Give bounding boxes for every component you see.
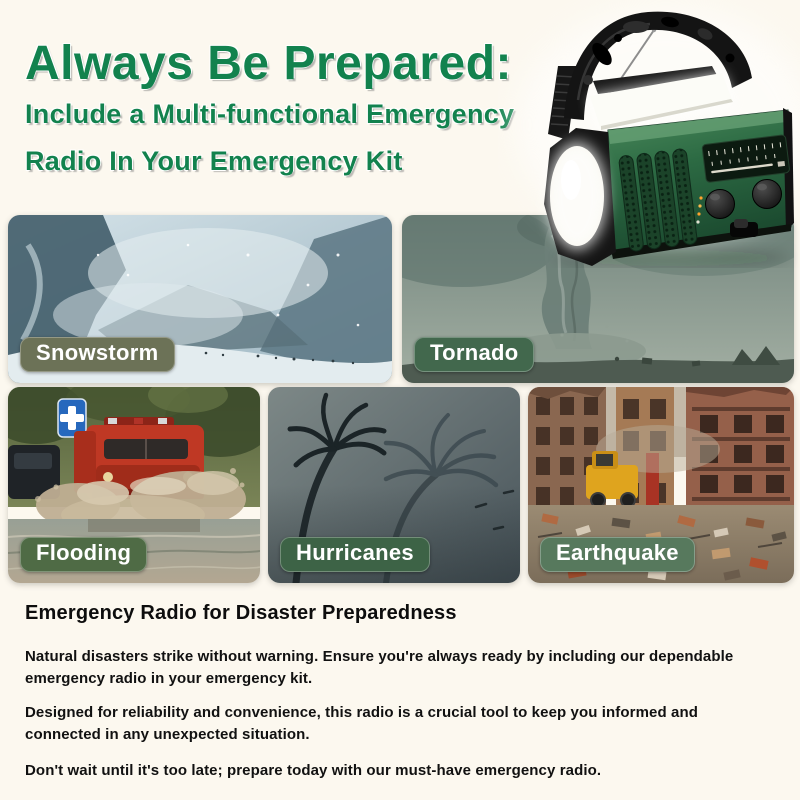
headline: Always Be Prepared:	[25, 37, 513, 90]
description-paragraph-1: Natural disasters strike without warning. Ensure you're always ready by including our dependable emergency radio in your emergency kit.	[25, 648, 734, 687]
disaster-label-tornado: Tornado	[414, 337, 534, 372]
disaster-label-earthquake: Earthquake	[540, 537, 695, 572]
description-paragraph-3: Don't wait until it's too late; prepare today with our must-have emergency radio.	[25, 762, 602, 779]
tuning-knob	[706, 190, 735, 219]
section-heading: Emergency Radio for Disaster Preparedness	[25, 602, 457, 624]
disaster-card-hurricanes	[268, 387, 520, 583]
volume-knob	[753, 180, 782, 209]
subheadline-line-1: Include a Multi-functional Emergency	[25, 99, 515, 129]
disaster-label-hurricanes: Hurricanes	[280, 537, 430, 572]
flashlight	[544, 128, 616, 266]
disaster-card-snowstorm	[8, 215, 392, 383]
emergency-radio-image	[498, 0, 800, 268]
subheadline-line-2: Radio In Your Emergency Kit	[25, 146, 403, 176]
description-paragraph-2: Designed for reliability and convenience, this radio is a crucial tool to keep you informed and connected in any unexpected situation.	[25, 704, 698, 743]
disaster-card-flooding	[8, 387, 260, 583]
disaster-label-snowstorm: Snowstorm	[20, 337, 175, 372]
disaster-card-earthquake	[528, 387, 794, 583]
disaster-label-flooding: Flooding	[20, 537, 147, 572]
